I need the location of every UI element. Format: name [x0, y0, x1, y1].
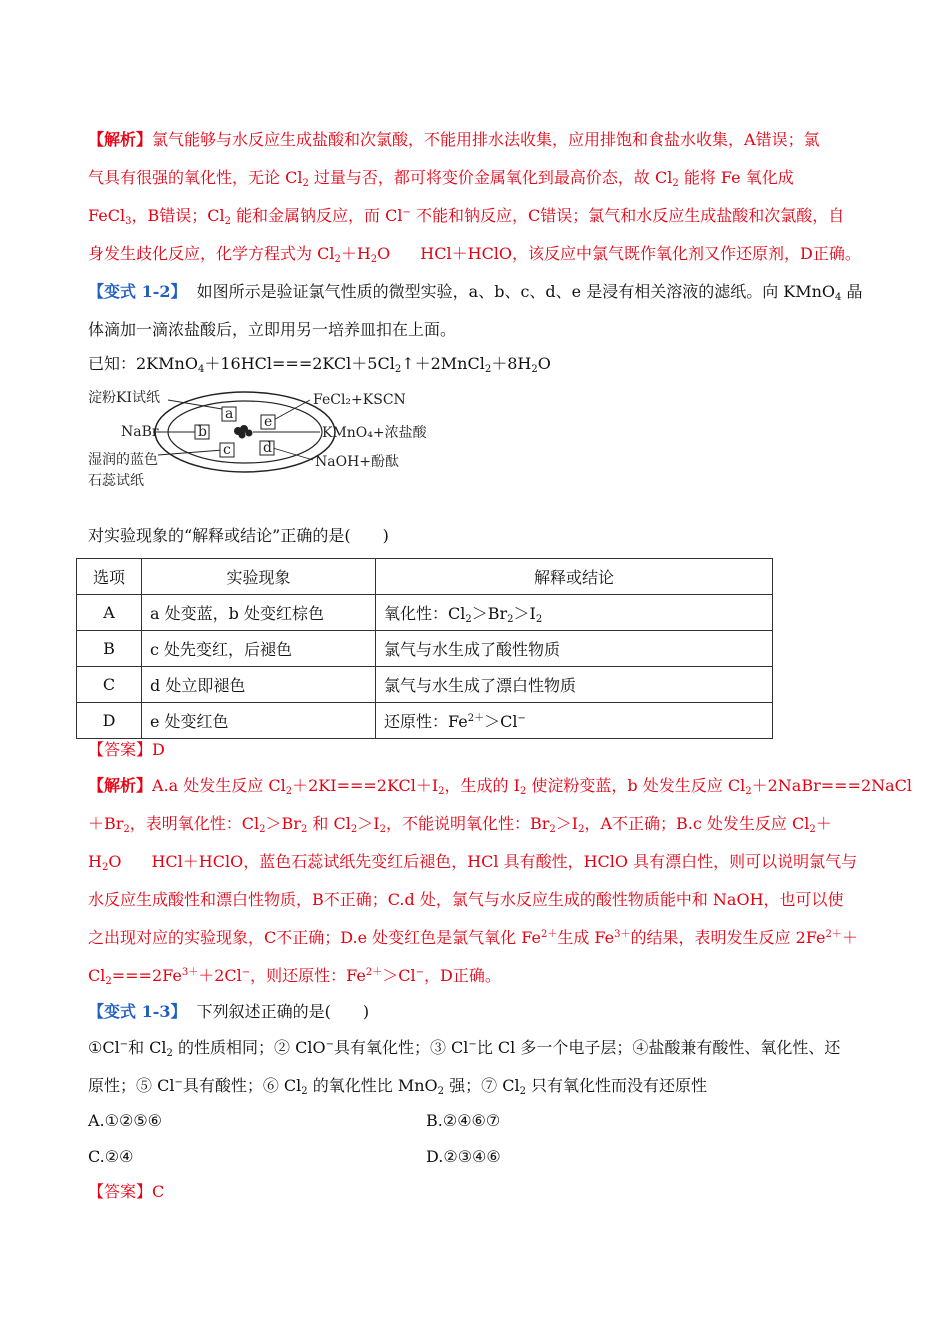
analysis-1-line-3: FeCl$_3$，B错误；$Cl_2$ 能和金属钠反应，而 Cl− 不能和钠反应，C错误；氯气和水反应生成盐酸和次氯酸，自 [88, 206, 845, 227]
svg-text:e: e [264, 414, 273, 430]
option-d[interactable]: D.②③④⑥ [426, 1147, 501, 1166]
options-table [76, 558, 773, 739]
option-a[interactable]: A.①②⑤⑥ [88, 1111, 163, 1130]
label-naoh: NaOH+酚酞 [315, 454, 400, 470]
analysis-1-line-1: 【解析】氯气能够与水反应生成盐酸和次氯酸，不能用排水法收集，应用排饱和食盐水收集，A错误；氯 [88, 130, 820, 149]
variant-tag: 【变式 1-2】 [88, 282, 187, 301]
analysis-2-line-3: $H_2O$ HCl＋HClO，蓝色石蕊试纸先变红后褪色，HCl 具有酸性，HClO 具有漂白性，则可以说明氯气与 [88, 852, 858, 873]
svg-text:c: c [223, 442, 231, 458]
table-question: 对实验现象的“解释或结论”正确的是( ) [88, 526, 389, 545]
option-b[interactable]: B.②④⑥⑦ [426, 1111, 501, 1130]
svg-text:d: d [263, 440, 272, 456]
statements-line-2: 原性；⑤ Cl−具有酸性；⑥ $Cl_2$ 的氧化性比 MnO$_2$ 强；⑦ $Cl_2$ 只有氧化性而没有还原性 [88, 1076, 708, 1097]
answer-1-2: 【答案】D [88, 740, 165, 759]
analysis-1-line-2: 气具有很强的氧化性，无论 $Cl_2$ 过量与否，都可将变价金属氧化到最高价态，故 $Cl_2$ 能将 Fe 氧化成 [88, 168, 794, 189]
table-row: D e 处变红色 还原性：$Fe^{2+}>Cl^-$ [77, 703, 773, 739]
variant-1-3-question: 【变式 1-3】 下列叙述正确的是( ) [88, 1002, 370, 1021]
label-starch-ki: 淀粉KI试纸 [88, 390, 160, 406]
analysis-2-line-2: $+Br_2$，表明氧化性：$Cl_2>Br_2$ 和 $Cl_2>I_2$，不能说明氧化性：$Br_2>I_2$，A不正确；B.c 处发生反应 $Cl_2+$ [88, 814, 832, 835]
statements-line-1: ①Cl−和 $Cl_2$ 的性质相同；② ClO−具有氧化性；③ Cl−比 Cl 多一个电子层；④盐酸兼有酸性、氧化性、还 [88, 1038, 841, 1059]
analysis-1-line-4: 身发生歧化反应，化学方程式为 $Cl_2+H_2O$ HCl＋HClO，该反应中氯气既作氧化剂又作还原剂，D正确。 [88, 244, 861, 265]
analysis-2-line-4: 水反应生成酸性和漂白性物质，B不正确；C.d 处，氯气与水反应生成的酸性物质能中和 NaOH，也可以使 [88, 890, 844, 909]
analysis-2-line-6: $Cl_2===2Fe^{3+}+2Cl^-$，则还原性：$Fe^{2+}>Cl^-$，D正确。 [88, 966, 501, 987]
table-row: B c 处先变红，后褪色 氯气与水生成了酸性物质 [77, 631, 773, 667]
variant-1-2-line-2: 体滴加一滴浓盐酸后，立即用另一培养皿扣在上面。 [88, 320, 457, 339]
label-fecl2: FeCl₂+KSCN [313, 392, 406, 408]
svg-text:b: b [198, 424, 207, 440]
svg-text:a: a [225, 406, 234, 422]
table-row: C d 处立即褪色 氯气与水生成了漂白性物质 [77, 667, 773, 703]
label-nabr: NaBr [121, 424, 159, 440]
given-equation: 已知：$2KMnO_4+16HCl===2KCl+5Cl_2↑+2MnCl_2+8H_2O$ [88, 354, 551, 375]
analysis-2-line-1: 【解析】A.a 处发生反应 $Cl_2+2KI===2KCl+I_2$，生成的 $I_2$ 使淀粉变蓝，b 处发生反应 $Cl_2+2NaBr===2NaCl$ [88, 776, 913, 797]
label-kmno4: KMnO₄+浓盐酸 [322, 425, 427, 441]
label-litmus-2: 石蕊试纸 [88, 473, 144, 489]
analysis-tag: 【解析】 [88, 130, 153, 149]
kmno4-crystal [234, 425, 253, 439]
answer-1-3: 【答案】C [88, 1182, 165, 1201]
option-c[interactable]: C.②④ [88, 1147, 134, 1166]
analysis-2-line-5: 之出现对应的实验现象，C不正确；D.e 处变红色是氯气氧化 $Fe^{2+}$生成 $Fe^{3+}$的结果，表明发生反应 $2Fe^{2+}+$ [88, 928, 858, 947]
label-litmus-1: 湿润的蓝色 [88, 452, 158, 468]
table-row: A a 处变蓝，b 处变红棕色 氧化性：$Cl_2>Br_2>I_2$ [77, 595, 773, 631]
table-header-row: 选项 实验现象 解释或结论 [77, 559, 773, 595]
experiment-diagram [88, 380, 438, 505]
variant-1-2-line-1: 【变式 1-2】 如图所示是验证氯气性质的微型实验，a、b、c、d、e 是浸有相关溶液的滤纸。向 KMnO$_4$ 晶 [88, 282, 863, 303]
